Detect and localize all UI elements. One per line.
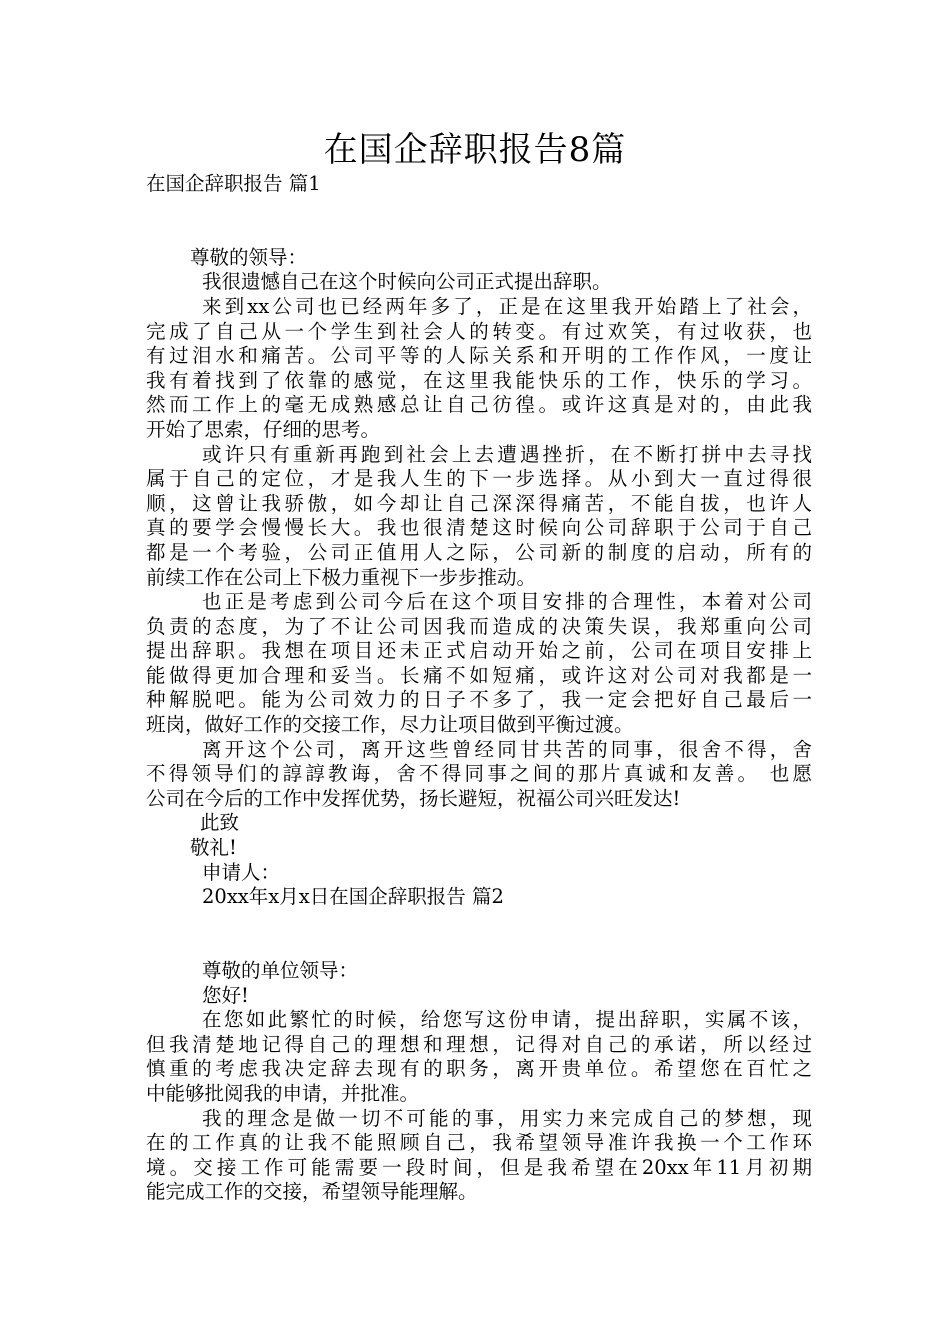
- document-body: [146, 172, 812, 1205]
- paragraph-line: 但我清楚地记得自己的理想和理想，记得对自己的承诺，所以经过: [146, 1032, 812, 1056]
- paragraph-line: 完成了自己从一个学生到社会人的转变。有过欢笑，有过收获，也: [146, 319, 812, 343]
- paragraph-line: 或许只有重新再跑到社会上去遭遇挫折，在不断打拼中去寻找: [202, 442, 812, 466]
- paragraph-line: 我有着找到了依靠的感觉，在这里我能快乐的工作，快乐的学习。: [146, 368, 812, 392]
- document-title: 在国企辞职报告8篇: [323, 130, 627, 170]
- paragraph-line: 前续工作在公司上下极力重视下一步步推动。: [146, 565, 537, 589]
- blank-line: [146, 197, 812, 222]
- paragraph-line: 提出辞职。我想在项目还未正式启动开始之前，公司在项目安排上: [146, 639, 812, 663]
- paragraph-line: 在的工作真的让我不能照顾自己，我希望领导准许我换一个工作环: [146, 1131, 812, 1155]
- paragraph-line: 公司在今后的工作中发挥优势，扬长避短，祝福公司兴旺发达!: [146, 786, 681, 810]
- paragraph-line: 能做得更加合理和妥当。长痛不如短痛，或许这对公司对我都是一: [146, 663, 812, 687]
- section-heading-1: 在国企辞职报告 篇1: [146, 172, 321, 195]
- paragraph-line: 境。交接工作可能需要一段时间，但是我希望在20xx年11月初期: [146, 1155, 812, 1179]
- paragraph-line: 能完成工作的交接，希望领导能理解。: [146, 1180, 478, 1204]
- blank-line: [146, 934, 812, 959]
- paragraph-line: 在您如此繁忙的时候，给您写这份申请，提出辞职，实属不该，: [202, 1008, 812, 1032]
- salutation-2: 尊敬的单位领导：: [202, 959, 359, 982]
- paragraph-line: 中能够批阅我的申请，并批准。: [146, 1081, 420, 1105]
- paragraph-line: 顺，这曾让我骄傲，如今却让自己深深得痛苦，不能自拔，也许人: [146, 491, 812, 515]
- paragraph-line: 负责的态度，为了不让公司因我而造成的决策失误，我郑重向公司: [146, 614, 812, 638]
- closing-line: 此致: [200, 811, 240, 835]
- blank-line: [146, 910, 812, 935]
- paragraph-line: 不得领导们的諄諄教诲，舍不得同事之间的那片真诚和友善。 也愿: [146, 762, 812, 786]
- paragraph-line: 都是一个考验，公司正值用人之际，公司新的制度的启动，所有的: [146, 540, 812, 564]
- paragraph-line: 真的要学会慢慢长大。我也很清楚这时候向公司辞职于公司于自己: [146, 516, 812, 540]
- paragraph-line: 开始了思索，仔细的思考。: [146, 417, 381, 441]
- salutation-1: 尊敬的领导：: [190, 245, 308, 269]
- paragraph-line: 慎重的考虑我决定辞去现有的职务，离开贵单位。希望您在百忙之: [146, 1057, 812, 1081]
- closing-line: 敬礼!: [190, 836, 237, 860]
- paragraph-line: 然而工作上的毫无成熟感总让自己彷徨。或许这真是对的，由此我: [146, 393, 812, 417]
- date-and-section-heading-2: 20xx年x月x日在国企辞职报告 篇2: [202, 885, 504, 909]
- paragraph-line: 离开这个公司，离开这些曾经同甘共苦的同事，很舍不得，舍: [202, 737, 812, 761]
- paragraph-line: 我很遗憾自己在这个时候向公司正式提出辞职。: [202, 270, 612, 294]
- paragraph-line: 来到xx公司也已经两年多了，正是在这里我开始踏上了社会，: [202, 294, 812, 318]
- applicant-label: 申请人：: [202, 860, 281, 884]
- blank-line: [146, 221, 812, 246]
- paragraph-line: 也正是考虑到公司今后在这个项目安排的合理性，本着对公司: [202, 590, 812, 614]
- paragraph-line: 有过泪水和痛苦。公司平等的人际关系和开明的工作作风，一度让: [146, 344, 812, 368]
- paragraph-line: 属于自己的定位，才是我人生的下一步选择。从小到大一直过得很: [146, 467, 812, 491]
- paragraph-line: 我的理念是做一切不可能的事，用实力来完成自己的梦想，现: [202, 1106, 812, 1130]
- paragraph-line: 班岗，做好工作的交接工作，尽力让项目做到平衡过渡。: [146, 713, 634, 737]
- paragraph-line: 种解脱吧。能为公司效力的日子不多了，我一定会把好自己最后一: [146, 688, 812, 712]
- greeting-line: 您好!: [202, 983, 249, 1007]
